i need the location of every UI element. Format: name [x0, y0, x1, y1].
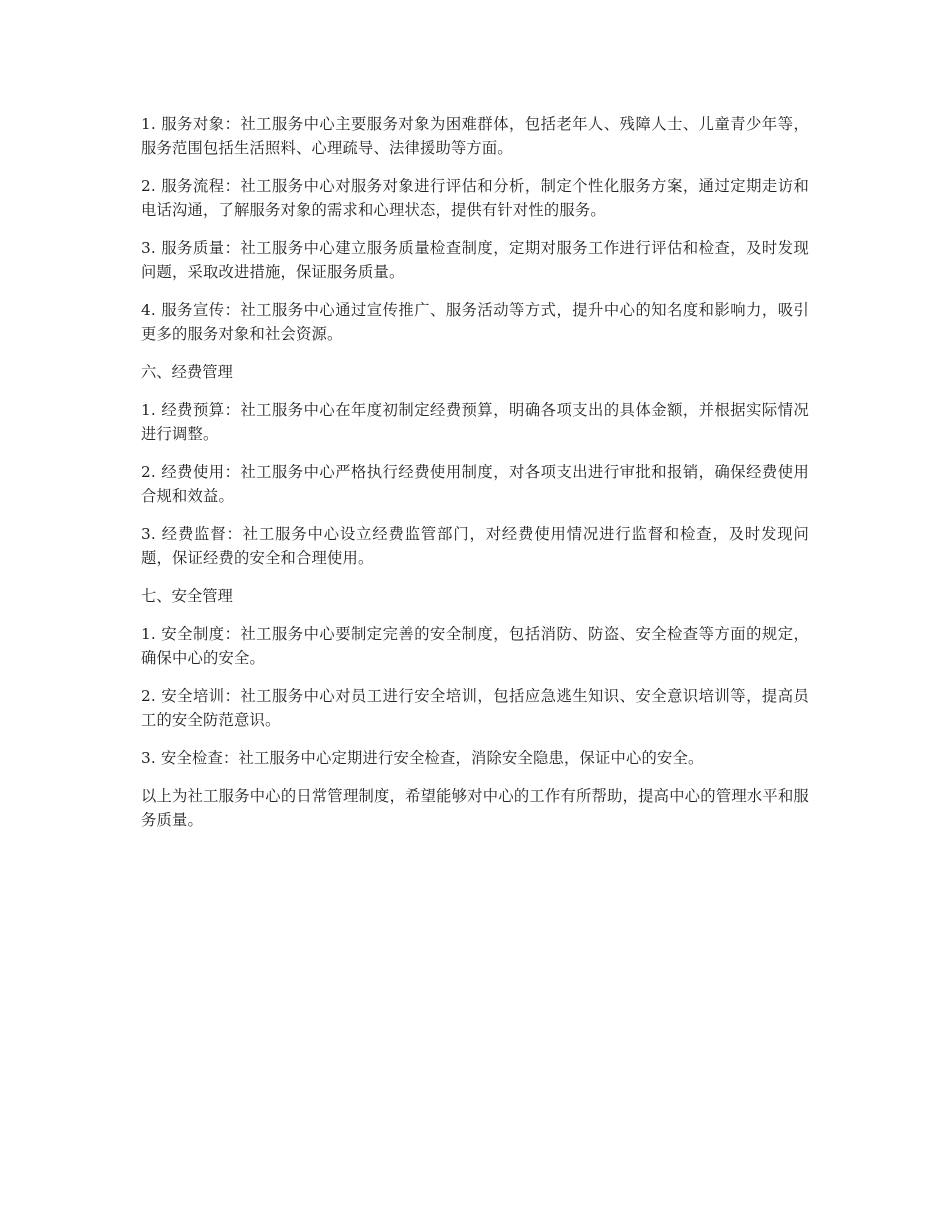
section-heading-safety: 七、安全管理 — [141, 587, 233, 605]
document-page — [141, 112, 809, 846]
service-process-paragraph: 2. 服务流程：社工服务中心对服务对象进行评估和分析，制定个性化服务方案，通过定期走访和电话沟通，了解服务对象的需求和心理状态，提供有针对性的服务。 — [141, 177, 809, 219]
safety-training-paragraph: 2. 安全培训：社工服务中心对员工进行安全培训，包括应急逃生知识、安全意识培训等，提高员工的安全防范意识。 — [141, 687, 809, 729]
safety-system-paragraph: 1. 安全制度：社工服务中心要制定完善的安全制度，包括消防、防盗、安全检查等方面的规定，确保中心的安全。 — [141, 625, 809, 667]
service-promotion-paragraph: 4. 服务宣传：社工服务中心通过宣传推广、服务活动等方式，提升中心的知名度和影响力，吸引更多的服务对象和社会资源。 — [141, 301, 809, 343]
service-quality-paragraph: 3. 服务质量：社工服务中心建立服务质量检查制度，定期对服务工作进行评估和检查，及时发现问题，采取改进措施，保证服务质量。 — [141, 239, 809, 281]
closing-paragraph: 以上为社工服务中心的日常管理制度，希望能够对中心的工作有所帮助，提高中心的管理水平和服务质量。 — [141, 787, 809, 829]
safety-inspection-paragraph: 3. 安全检查：社工服务中心定期进行安全检查，消除安全隐患，保证中心的安全。 — [141, 749, 704, 767]
funding-usage-paragraph: 2. 经费使用：社工服务中心严格执行经费使用制度，对各项支出进行审批和报销，确保经费使用合规和效益。 — [141, 463, 809, 505]
service-target-paragraph: 1. 服务对象：社工服务中心主要服务对象为困难群体，包括老年人、残障人士、儿童青少年等，服务范围包括生活照料、心理疏导、法律援助等方面。 — [141, 115, 809, 157]
funding-budget-paragraph: 1. 经费预算：社工服务中心在年度初制定经费预算，明确各项支出的具体金额，并根据实际情况进行调整。 — [141, 401, 809, 443]
funding-supervision-paragraph: 3. 经费监督：社工服务中心设立经费监管部门，对经费使用情况进行监督和检查，及时发现问题，保证经费的安全和合理使用。 — [141, 525, 809, 567]
section-heading-funding: 六、经费管理 — [141, 363, 233, 381]
